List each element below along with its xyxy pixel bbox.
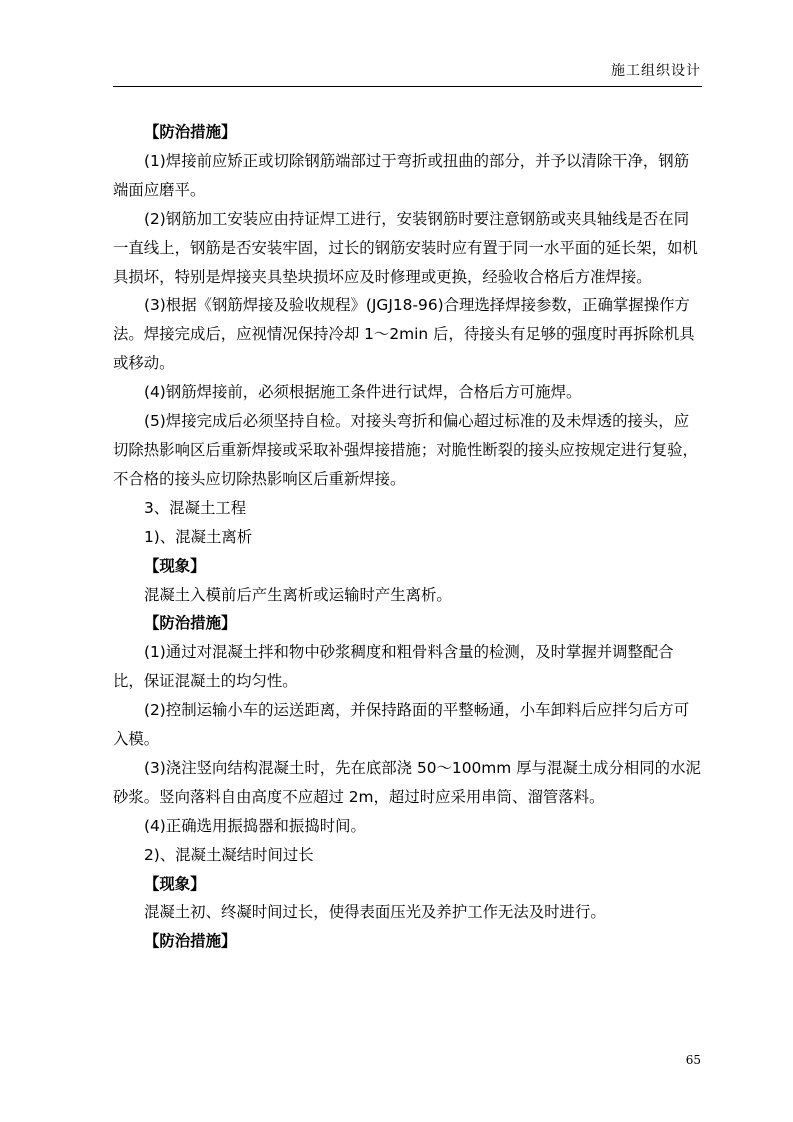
paragraph: (1)通过对混凝土拌和物中砂浆稠度和粗骨料含量的检测，及时掌握并调整配合比，保证混凝土的均匀性。 [113, 643, 674, 691]
section-heading: 【现象】 [144, 556, 206, 575]
page-number: 65 [685, 1053, 701, 1067]
section-heading: 【防治措施】 [144, 614, 237, 633]
paragraph: 3、混凝土工程 [144, 498, 247, 517]
paragraph: 2)、混凝土凝结时间过长 [144, 845, 314, 864]
paragraph: (2)钢筋加工安装应由持证焊工进行，安装钢筋时要注意钢筋或夹具轴线是否在同一直线上，钢筋是否安装牢固，过长的钢筋安装时应有置于同一水平面的延长架，如机具损坏，特别是焊接夹具垫块损坏应及时修理或更换，经验收合格后方准焊接。 [113, 209, 698, 286]
paragraph: (2)控制运输小车的运送距离，并保持路面的平整畅通，小车卸料后应拌匀后方可入模。 [113, 701, 690, 749]
paragraph: 混凝土入模前后产生离析或运输时产生离析。 [144, 585, 452, 604]
paragraph: (4)钢筋焊接前，必须根据施工条件进行试焊，合格后方可施焊。 [144, 383, 582, 402]
paragraph: (5)焊接完成后必须坚持自检。对接头弯折和偏心超过标准的及未焊透的接头，应切除热影响区后重新焊接或采取补强焊接措施；对脆性断裂的接头应按规定进行复验，不合格的接头应切除热影响区后重新焊接。 [113, 412, 698, 488]
paragraph: 1)、混凝土离析 [144, 527, 253, 546]
section-heading: 【防治措施】 [144, 932, 237, 951]
paragraph: (4)正确选用振捣器和振捣时间。 [144, 816, 366, 835]
paragraph: (1)焊接前应矫正或切除钢筋端部过于弯折或扭曲的部分，并予以清除干净，钢筋端面应磨平。 [113, 151, 690, 199]
paragraph: (3)根据《钢筋焊接及验收规程》(JGJ18-96)合理选择焊接参数，正确掌握操作方法。焊接完成后，应视情况保持冷却 1～2min 后，待接头有足够的强度时再拆除机具或移动。 [113, 296, 695, 373]
section-heading: 【防治措施】 [144, 123, 237, 141]
document-body [113, 118, 703, 956]
header-title: 施工组织设计 [611, 63, 701, 79]
header-divider [113, 86, 702, 87]
section-heading: 【现象】 [144, 874, 206, 893]
paragraph: (3)浇注竖向结构混凝土时，先在底部浇 50～100mm 厚与混凝土成分相同的水泥砂浆。竖向落料自由高度不应超过 2m，超过时应采用串筒、溜管落料。 [113, 758, 701, 806]
paragraph: 混凝土初、终凝时间过长，使得表面压光及养护工作无法及时进行。 [144, 903, 606, 922]
